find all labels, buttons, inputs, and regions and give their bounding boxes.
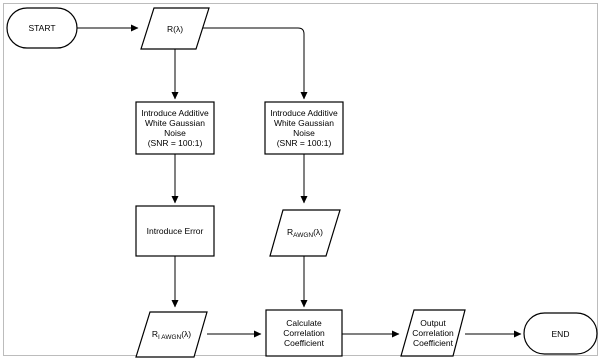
calculate-label <box>266 310 342 356</box>
awgn-left-line-3: Noise <box>164 128 186 138</box>
r-awgn-subscript: AWGN <box>293 232 314 239</box>
r-awgn-text <box>287 227 323 239</box>
r-lambda-text: R(λ) <box>166 23 184 34</box>
r-i-awgn-text <box>152 329 191 341</box>
awgn-right-line-3: Noise <box>293 128 315 138</box>
calculate-line-2: Correlation <box>283 328 325 338</box>
output-line-1: Output <box>420 318 446 328</box>
output-label <box>401 310 465 356</box>
end-label <box>524 313 597 354</box>
introduce-error-label <box>136 206 214 256</box>
r-awgn-main: R <box>286 227 294 237</box>
r-awgn-tail: (λ) <box>313 227 324 237</box>
calculate-line-3: Coefficient <box>283 338 324 348</box>
output-line-2: Correlation <box>412 328 454 338</box>
calculate-line-1: Calculate <box>286 318 322 328</box>
end-text: END <box>551 328 570 339</box>
awgn-right-label <box>265 102 343 154</box>
awgn-right-line-2: White Gaussian <box>274 118 334 128</box>
output-line-3: Coefficient <box>412 338 453 348</box>
start-text: START <box>28 23 56 33</box>
r-i-awgn-main: R <box>151 328 158 339</box>
introduce-error-text: Introduce Error <box>146 226 204 236</box>
awgn-left-line-4: (SNR = 100:1) <box>147 138 203 148</box>
start-label <box>7 8 77 48</box>
edge-r-lambda-to-awgn-right <box>202 28 304 99</box>
r-i-awgn-label <box>136 312 207 357</box>
r-lambda-label <box>141 8 209 49</box>
awgn-left-line-2: White Gaussian <box>145 118 205 128</box>
awgn-left-label <box>136 102 214 154</box>
r-i-awgn-tail: (λ) <box>181 328 192 339</box>
awgn-right-line-1: Introduce Additive <box>270 108 338 118</box>
r-i-awgn-subscript: I AWGN <box>157 333 182 341</box>
awgn-right-line-4: (SNR = 100:1) <box>276 138 332 148</box>
awgn-left-line-1: Introduce Additive <box>141 108 209 118</box>
r-awgn-label <box>270 210 340 256</box>
